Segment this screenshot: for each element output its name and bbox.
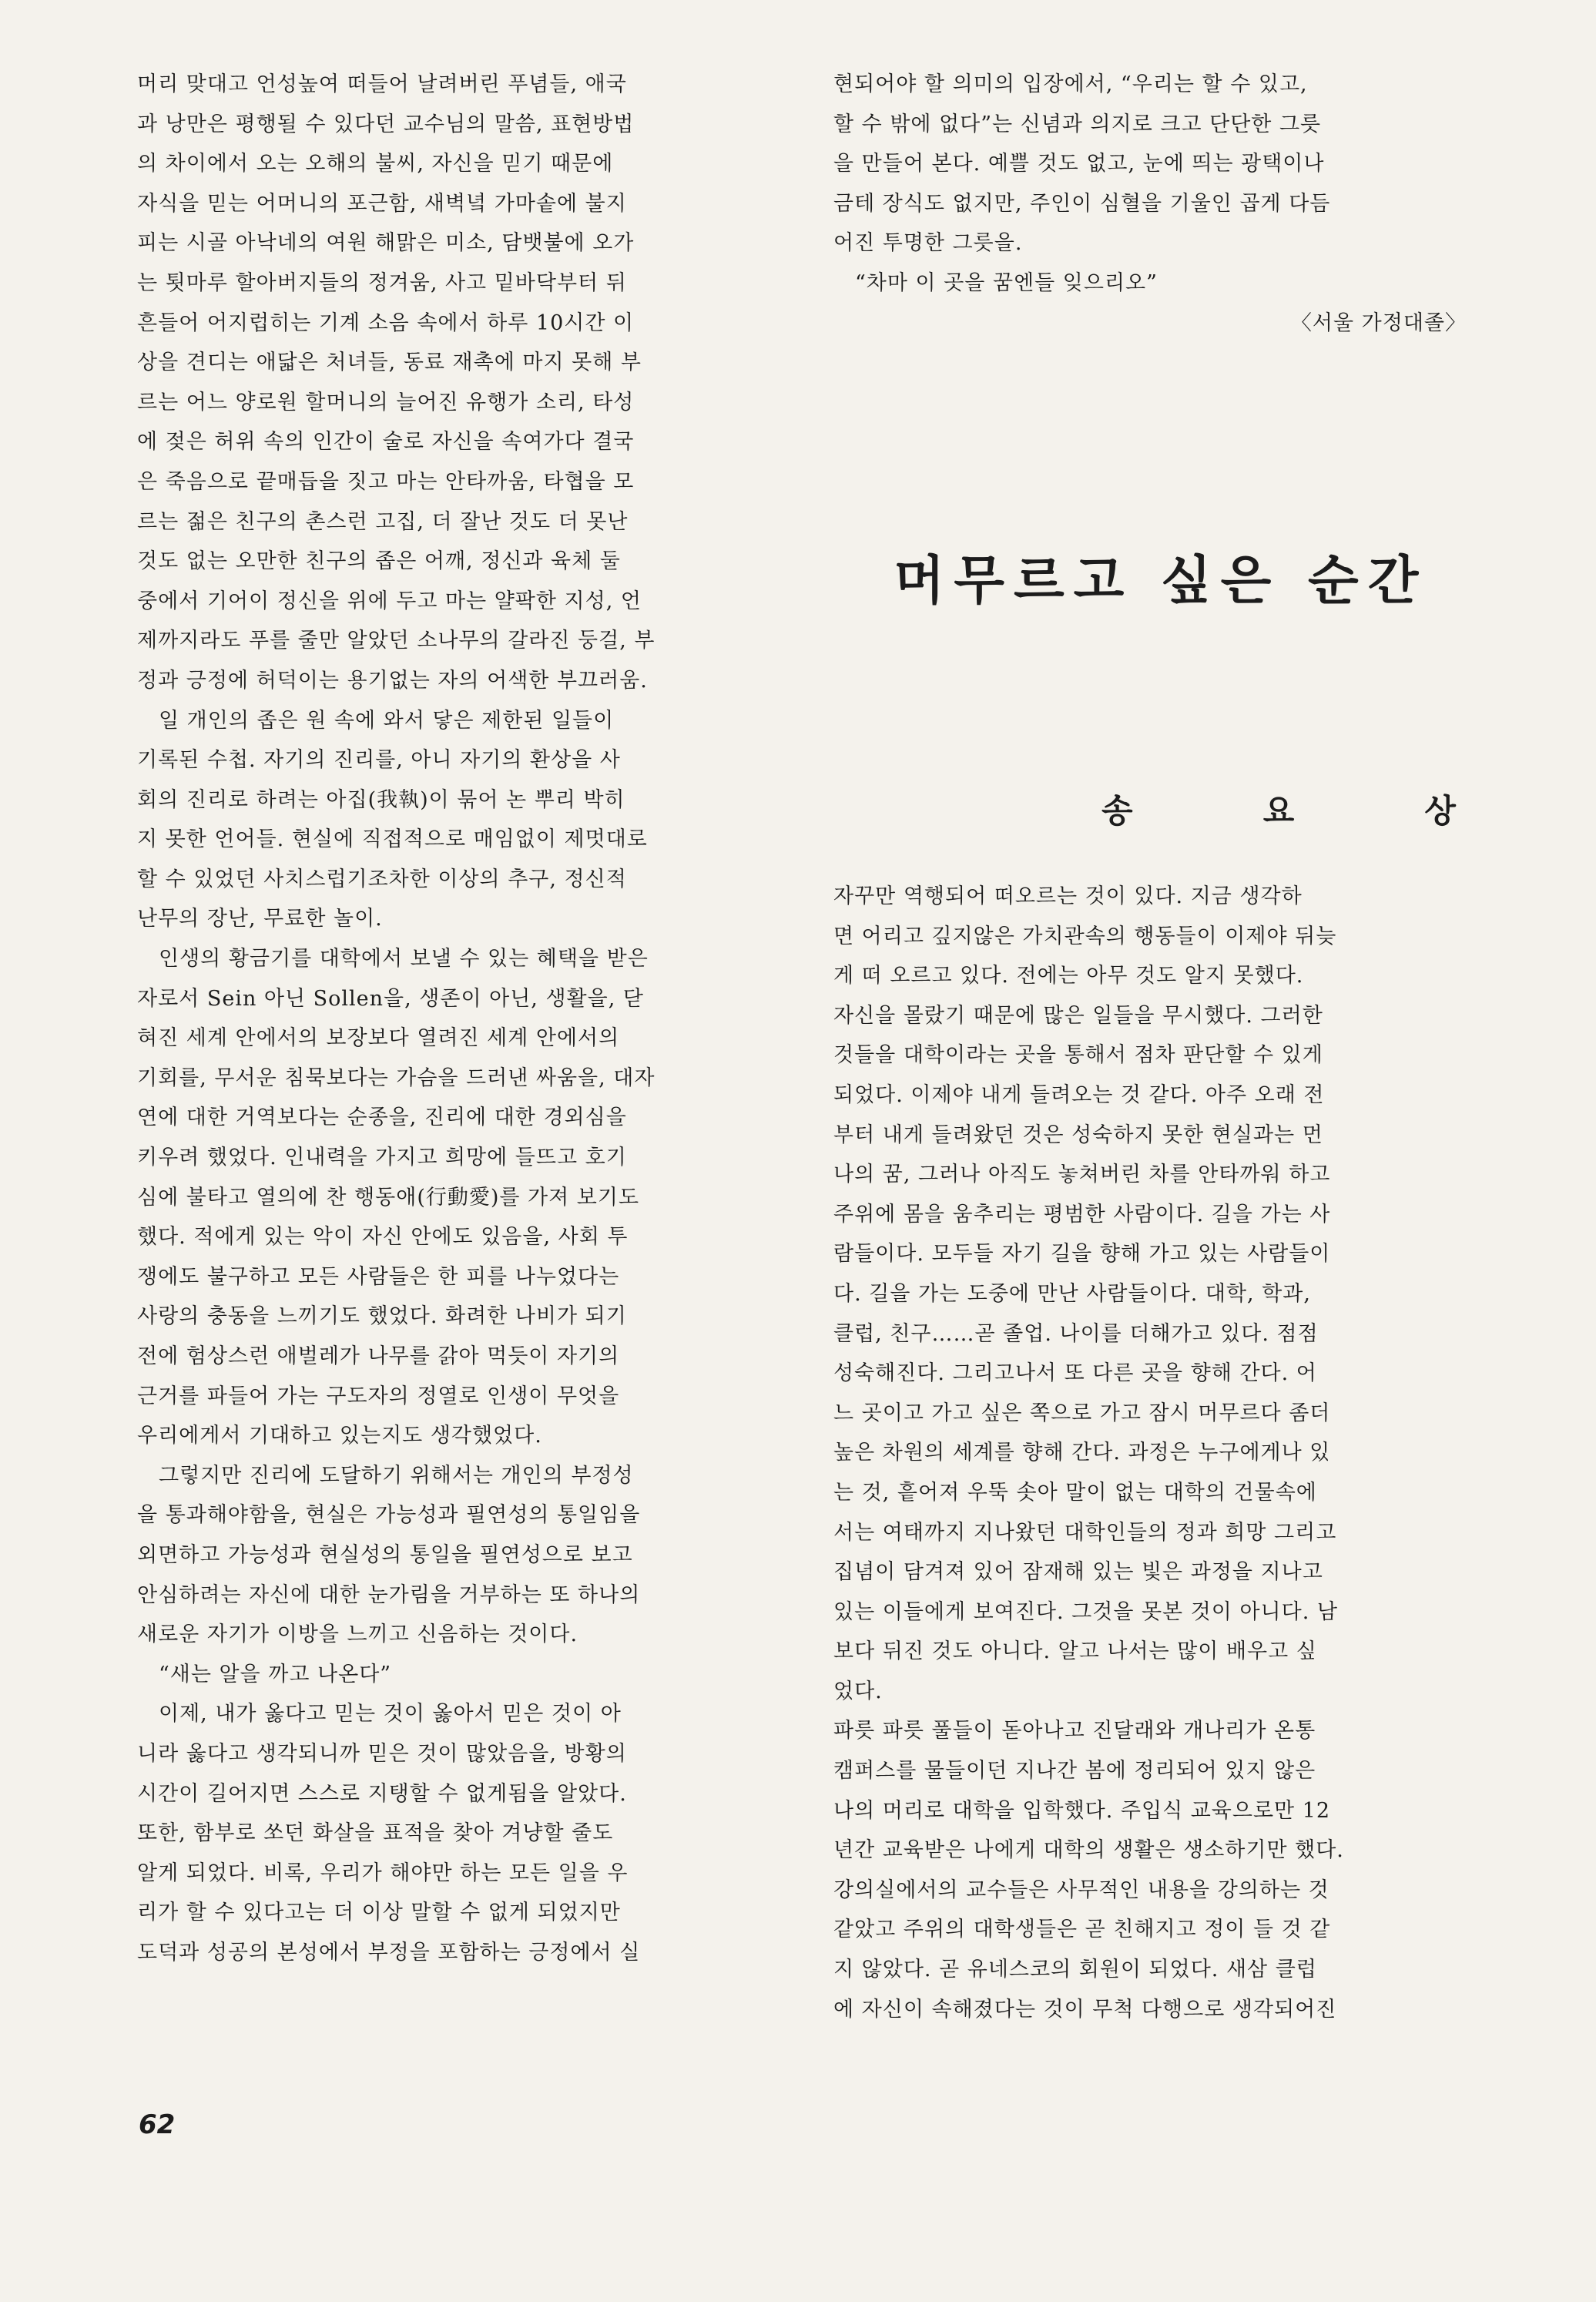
text-line: 나의 꿈, 그러나 아직도 놓쳐버린 차를 안타까워 하고 (833, 1163, 1331, 1187)
right-column-continuation (833, 65, 1488, 343)
text-line: 사랑의 충동을 느끼기도 했었다. 화려한 나비가 되기 (137, 1304, 627, 1329)
author-credit: 〈서울 가정대졸〉 (1290, 310, 1467, 335)
text-line: “새는 알을 까고 나온다” (159, 1662, 392, 1686)
text-line: 에 젖은 허위 속의 인간이 술로 자신을 속여가다 결국 (137, 430, 635, 455)
text-line: 부터 내게 들려왔던 것은 성숙하지 못한 현실과는 먼 (833, 1122, 1323, 1147)
text-line: 자꾸만 역행되어 떠오르는 것이 있다. 지금 생각하 (833, 884, 1303, 908)
text-line: 는 툇마루 할아버지들의 정겨움, 사고 밑바닥부터 뒤 (137, 270, 627, 295)
text-line: 파릇 파릇 풀들이 돋아나고 진달래와 개나리가 온통 (833, 1719, 1316, 1743)
text-line: 것도 없는 오만한 친구의 좁은 어깨, 정신과 육체 둘 (137, 549, 621, 574)
text-line: 을 통과해야함을, 현실은 가능성과 필연성의 통일임을 (137, 1503, 641, 1528)
text-line: 람들이다. 모두들 자기 길을 향해 가고 있는 사람들이 (833, 1242, 1331, 1267)
text-line: 했다. 적에게 있는 악이 자신 안에도 있음을, 사회 투 (137, 1225, 629, 1250)
text-line: 머리 맞대고 언성높여 떠들어 날려버린 푸념들, 애국 (137, 72, 627, 96)
text-line: 또한, 함부로 쏘던 화살을 표적을 찾아 겨냥할 줄도 (137, 1821, 614, 1846)
text-line: 이제, 내가 옳다고 믿는 것이 옳아서 믿은 것이 아 (159, 1702, 622, 1726)
text-line: 었다. (833, 1679, 883, 1703)
text-line: 회의 진리로 하려는 아집(我執)이 묶어 논 뿌리 박히 (137, 787, 625, 812)
text-line: 다. 길을 가는 도중에 만난 사람들이다. 대학, 학과, (833, 1281, 1311, 1306)
text-line: 쟁에도 불구하고 모든 사람들은 한 피를 나누었다는 (137, 1264, 620, 1289)
text-line: 금테 장식도 없지만, 주인이 심혈을 기울인 곱게 다듬 (833, 191, 1331, 216)
text-line: 새로운 자기가 이방을 느끼고 신음하는 것이다. (137, 1622, 578, 1647)
text-line: 니라 옳다고 생각되니까 믿은 것이 많았음을, 방황의 (137, 1741, 627, 1766)
text-line: 을 만들어 본다. 예쁠 것도 없고, 눈에 띄는 광택이나 (833, 152, 1325, 176)
text-line: 기회를, 무서운 침묵보다는 가슴을 드러낸 싸움을, 대자 (137, 1065, 656, 1090)
text-line: 게 떠 오르고 있다. 전에는 아무 것도 알지 못했다. (833, 964, 1304, 988)
text-line: 있는 이들에게 보여진다. 그것을 못본 것이 아니다. 남 (833, 1599, 1338, 1624)
text-line: 주위에 몸을 움추리는 평범한 사람이다. 길을 가는 사 (833, 1202, 1331, 1227)
text-line: 나의 머리로 대학을 입학했다. 주입식 교육으로만 12 (833, 1798, 1331, 1823)
text-line: 중에서 기어이 정신을 위에 두고 마는 얄팍한 지성, 언 (137, 589, 642, 613)
text-line: 의 차이에서 오는 오해의 불씨, 자신을 믿기 때문에 (137, 152, 614, 176)
text-line: 우리에게서 기대하고 있는지도 생각했었다. (137, 1424, 542, 1448)
text-line: 일 개인의 좁은 원 속에 와서 닿은 제한된 일들이 (159, 708, 615, 733)
text-line: 기록된 수첩. 자기의 진리를, 아니 자기의 환상을 사 (137, 748, 621, 773)
text-line: 되었다. 이제야 내게 들려오는 것 같다. 아주 오래 전 (833, 1082, 1325, 1107)
text-line: 할 수 있었던 사치스럽기조차한 이상의 추구, 정신적 (137, 867, 627, 891)
text-line: 높은 차원의 세계를 향해 간다. 과정은 누구에게나 있 (833, 1441, 1331, 1465)
text-line: 할 수 밖에 없다”는 신념과 의지로 크고 단단한 그릇 (833, 112, 1322, 136)
text-line: 캠퍼스를 물들이던 지나간 봄에 정리되어 있지 않은 (833, 1759, 1316, 1784)
text-line: 도덕과 성공의 본성에서 부정을 포함하는 긍정에서 실 (137, 1940, 641, 1965)
text-line: 지 못한 언어들. 현실에 직접적으로 매임없이 제멋대로 (137, 827, 648, 852)
text-line: 인생의 황금기를 대학에서 보낼 수 있는 혜택을 받은 (159, 947, 649, 971)
text-line: 집념이 담겨져 있어 잠재해 있는 빛은 과정을 지나고 (833, 1560, 1323, 1585)
text-line: 년간 교육받은 나에게 대학의 생활은 생소하기만 했다. (833, 1838, 1344, 1863)
text-line: 현되어야 할 의미의 입장에서, “우리는 할 수 있고, (833, 72, 1308, 96)
text-line: 자식을 믿는 어머니의 포근함, 새벽녘 가마솥에 불지 (137, 191, 627, 216)
text-line: 연에 대한 거역보다는 순종을, 진리에 대한 경외심을 (137, 1106, 627, 1130)
text-line: 전에 험상스런 애벌레가 나무를 갉아 먹듯이 자기의 (137, 1344, 620, 1368)
text-line: 알게 되었다. 비록, 우리가 해야만 하는 모든 일을 우 (137, 1861, 629, 1885)
text-line: 제까지라도 푸를 줄만 알았던 소나무의 갈라진 둥걸, 부 (137, 629, 656, 653)
text-line: 피는 시골 아낙네의 여원 해맑은 미소, 담뱃불에 오가 (137, 231, 635, 256)
text-line: 서는 여태까지 지나왔던 대학인들의 정과 희망 그리고 (833, 1520, 1337, 1545)
text-line: 과 낭만은 평행될 수 있다던 교수님의 말씀, 표현방법 (137, 112, 635, 136)
text-line: 에 자신이 속해졌다는 것이 무척 다행으로 생각되어진 (833, 1997, 1337, 2022)
text-line: 난무의 장난, 무료한 놀이. (137, 907, 383, 931)
text-line: 르는 어느 양로원 할머니의 늘어진 유행가 소리, 타성 (137, 390, 635, 414)
text-line: 면 어리고 깊지않은 가치관속의 행동들이 이제야 뒤늦 (833, 924, 1337, 948)
text-line: 그렇지만 진리에 도달하기 위해서는 개인의 부정성 (159, 1463, 634, 1488)
text-line: 외면하고 가능성과 현실성의 통일을 필연성으로 보고 (137, 1542, 633, 1567)
text-line: 자로서 Sein 아닌 Sollen을, 생존이 아닌, 생활을, 닫 (137, 986, 644, 1011)
text-line: 심에 불타고 열의에 찬 행동애(行動愛)를 가져 보기도 (137, 1185, 640, 1210)
text-line: 혀진 세계 안에서의 보장보다 열려진 세계 안에서의 (137, 1026, 620, 1051)
text-line: 강의실에서의 교수들은 사무적인 내용을 강의하는 것 (833, 1878, 1329, 1902)
text-line: 리가 할 수 있다고는 더 이상 말할 수 없게 되었지만 (137, 1901, 621, 1925)
text-line: 근거를 파들어 가는 구도자의 정열로 인생이 무엇을 (137, 1384, 620, 1408)
text-line: 클럽, 친구……곧 졸업. 나이를 더해가고 있다. 점점 (833, 1321, 1319, 1346)
text-line: 안심하려는 자신에 대한 눈가림을 거부하는 또 하나의 (137, 1582, 641, 1607)
text-line: 은 죽음으로 끝매듭을 짓고 마는 안타까움, 타협을 모 (137, 469, 635, 494)
page-number: 62 (139, 2109, 176, 2140)
article-title: 머무르고 싶은 순간 (894, 551, 1428, 612)
text-line: 는 것, 흩어져 우뚝 솟아 말이 없는 대학의 건물속에 (833, 1480, 1317, 1505)
text-line: 지 않았다. 곧 유네스코의 회원이 되었다. 새삼 클럽 (833, 1958, 1317, 1982)
text-line: 보다 뒤진 것도 아니다. 알고 나서는 많이 배우고 싶 (833, 1639, 1317, 1664)
article-author (1101, 786, 1456, 832)
text-line: 자신을 몰랐기 때문에 많은 일들을 무시했다. 그러한 (833, 1003, 1323, 1028)
text-line: 키우려 했었다. 인내력을 가지고 희망에 들뜨고 호기 (137, 1146, 627, 1170)
text-line: “차마 이 곳을 꿈엔들 잊으리오” (855, 270, 1158, 295)
text-line: 성숙해진다. 그리고나서 또 다른 곳을 향해 간다. 어 (833, 1361, 1317, 1386)
text-line: 상을 견디는 애닯은 처녀들, 동료 재촉에 마지 못해 부 (137, 351, 642, 375)
author-char: 송 (1101, 792, 1133, 830)
text-line: 어진 투명한 그릇을. (833, 231, 1023, 256)
article-body (833, 877, 1488, 2029)
text-line: 같았고 주위의 대학생들은 곧 친해지고 정이 들 것 같 (833, 1918, 1331, 1942)
text-line: 르는 젊은 친구의 촌스런 고집, 더 잘난 것도 더 못난 (137, 509, 629, 534)
text-line: 흔들어 어지럽히는 기계 소음 속에서 하루 10시간 이 (137, 310, 635, 335)
text-line: 정과 긍정에 허덕이는 용기없는 자의 어색한 부끄러움. (137, 668, 648, 693)
left-column (137, 65, 787, 1973)
text-line: 시간이 길어지면 스스로 지탱할 수 없게됨을 알았다. (137, 1781, 627, 1806)
text-line: 느 곳이고 가고 싶은 쪽으로 가고 잠시 머무르다 좀더 (833, 1401, 1331, 1425)
text-line: 것들을 대학이라는 곳을 통해서 점차 판단할 수 있게 (833, 1043, 1323, 1068)
author-char: 상 (1424, 792, 1456, 830)
author-char: 요 (1262, 792, 1295, 830)
